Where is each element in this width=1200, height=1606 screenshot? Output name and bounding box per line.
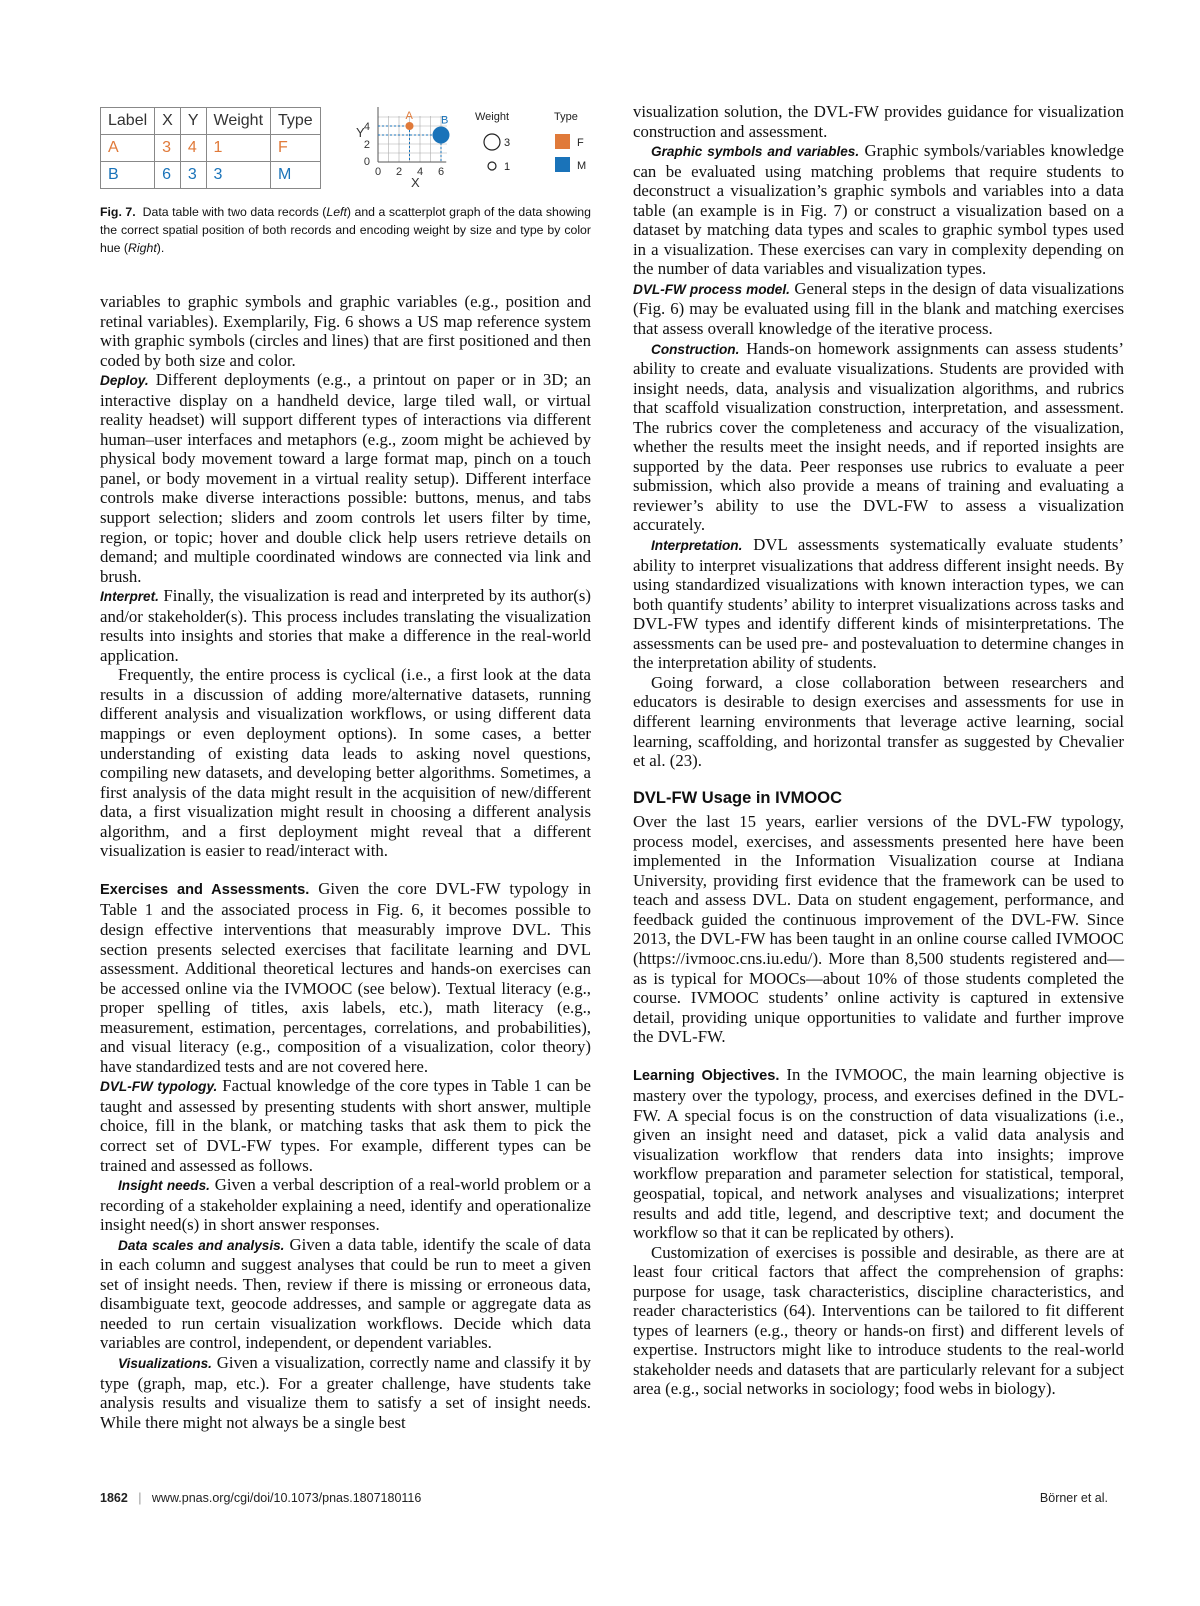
- table-header: Label: [101, 108, 155, 135]
- paragraph-text: Graphic symbols/variables knowledge can be evaluated using matching problems that require students to deconstruct a visualization’s graphic symbols and variables into a data table (an example is in Fig. 7) or construct a visualization based on a dataset by matching data types and scales to graphic symbol types used in a visualization. These exercises can vary in complexity depending on the number of data variables and visualization types.: [633, 141, 1124, 279]
- page-number: 1862: [100, 1491, 128, 1505]
- spacer: [633, 771, 1124, 789]
- paragraph-text: In the IVMOOC, the main learning objective is mastery over the typology, process, and exercises defined in the DVL-FW. A special focus is on the construction of data visualizations (i.e., given an insight need and dataset, pick a valid data analysis and visualization workflow that renders data into insights; improve workflow preparation and parameter selection for statistical, temporal, geospatial, topical, and network analyses and visualizations; interpret results and add title, legend, and descriptive text; and document the workflow so that it can be replicated by others).: [633, 1064, 1124, 1243]
- paragraph: [100, 1235, 591, 1353]
- weight-legend-label: 1: [504, 161, 511, 173]
- table-cell: M: [271, 162, 321, 189]
- data-point-a: [406, 122, 414, 130]
- paragraph-text: DVL assessments systematically evaluate students’ ability to interpret visualizations that address different insight needs. By using standardized visualizations with known interaction types, we can both quantify students’ ability to interpret visualizations across tasks and DVL-FW types and identify different kinds of misinterpretations. The assessments can be used pre- and postevaluation to determine changes in the interpretation ability of students.: [633, 535, 1124, 673]
- run-in-heading: Exercises and Assessments.: [100, 881, 310, 898]
- x-tick-label: 2: [395, 166, 403, 178]
- paragraph: Customization of exercises is possible and desirable, as there are at least four critical factors that affect the comprehension of graphs: purpose for usage, task characteristics, discipline characteristics, and reader characteristics (64). Interventions can be tailored to fit different types of learners (e.g., theory or hands-on first) and different levels of expertise. Instructors might like to introduce students to the real-world stakeholder needs and datasets that are particularly relevant for a subject area (e.g., social networks in sociology; food webs in biology).: [633, 1242, 1124, 1399]
- caption-label: Fig. 7.: [100, 205, 136, 219]
- paragraph: [633, 535, 1124, 673]
- table-cell: 3: [155, 135, 181, 162]
- run-in-heading: Interpret.: [100, 589, 159, 605]
- paragraph: [633, 1065, 1124, 1243]
- caption-text: Left: [326, 205, 347, 219]
- paragraph: [100, 586, 591, 665]
- caption-text: Right: [128, 241, 157, 255]
- left-column: [100, 292, 591, 1432]
- paragraph: Frequently, the entire process is cyclical (i.e., a first look at the data results in a discussion of adding more/alternative datasets, running different analysis and visualization workflows, or using different data mappings or even deployment options). In some cases, a better understanding of existing data leads to asking novel questions, compiling new datasets, and developing better algorithms. Sometimes, a first analysis of the data might result in the acquisition of new/different data, a first visualization might result in choosing a different analysis algorithm, and a first deployment might reveal that a different visualization is easier to read/interact with.: [100, 665, 591, 861]
- type-legend-title: Type: [554, 111, 578, 123]
- data-point-b: [433, 127, 450, 144]
- table-cell: A: [101, 135, 155, 162]
- weight-legend-large-circle: [484, 134, 500, 150]
- table-cell: 1: [206, 135, 271, 162]
- paragraph: visualization solution, the DVL-FW provides guidance for visualization construction and assessment.: [633, 102, 1124, 141]
- table-header: X: [155, 108, 181, 135]
- point-a-label: A: [405, 110, 413, 122]
- y-axis-label: Y: [356, 125, 365, 140]
- table-cell: 6: [155, 162, 181, 189]
- paragraph: variables to graphic symbols and graphic variables (e.g., position and retinal variables). Exemplarily, Fig. 6 shows a US map reference system with graphic symbols (circles and lines) that are first positioned and then coded by both size and color.: [100, 292, 591, 370]
- paragraph: [633, 141, 1124, 279]
- spacer: [633, 1047, 1124, 1065]
- paragraph: [633, 279, 1124, 339]
- footer-authors: Börner et al.: [1039, 1491, 1108, 1505]
- footer-separator: |: [138, 1491, 142, 1505]
- run-in-heading: Insight needs.: [118, 1178, 210, 1194]
- caption-text: ).: [156, 241, 165, 255]
- table-header: Weight: [206, 108, 271, 135]
- table-cell: B: [101, 162, 155, 189]
- x-axis-label: X: [411, 175, 420, 190]
- table-row: [101, 162, 321, 189]
- run-in-heading: DVL-FW process model.: [633, 281, 790, 297]
- caption-text: ) and a scatterplot graph of the data showing the correct spatial position of both records and encoding weight by size and type by color hue (: [100, 205, 591, 255]
- run-in-heading: Learning Objectives.: [633, 1067, 780, 1084]
- x-tick-label: 0: [374, 166, 382, 178]
- run-in-heading: Graphic symbols and variables.: [651, 144, 860, 160]
- y-tick-label: 2: [363, 139, 370, 151]
- run-in-heading: Interpretation.: [651, 538, 743, 554]
- paragraph-text: General steps in the design of data visualizations (Fig. 6) may be evaluated using fill in the blank and matching exercises that assess overall knowledge of the iterative process.: [633, 278, 1124, 339]
- paragraph: [633, 339, 1124, 535]
- weight-legend-small-circle: [488, 162, 496, 170]
- caption-text: Data table with two data records (: [142, 205, 327, 219]
- x-tick-label: 6: [437, 166, 445, 178]
- section-heading: DVL-FW Usage in IVMOOC: [633, 788, 843, 807]
- scatterplot: [350, 107, 600, 199]
- table-cell: F: [271, 135, 321, 162]
- table-header: Y: [180, 108, 206, 135]
- paragraph: [100, 370, 591, 586]
- table-header: Type: [271, 108, 321, 135]
- paragraph: Going forward, a close collaboration between researchers and educators is desirable to design exercises and assessments for use in different learning environments that leverage active learning, social learning, scaffolding, and horizontal transfer as suggested by Chevalier et al. (23).: [633, 672, 1124, 771]
- y-tick-label: 4: [363, 121, 370, 133]
- paragraph: Over the last 15 years, earlier versions of the DVL-FW typology, process model, exercises, and assessments presented here have been implemented in the Information Visualization course at Indiana University, providing first evidence that the framework can be used to teach and assess DVL. Data on student engagement, performance, and feedback guided the continuous improvement of the DVL-FW. Since 2013, the DVL-FW has been taught in an online course called IVMOOC (https://ivmooc.cns.iu.edu/). More than 8,500 students registered and—as is typical for MOOCs—about 10% of those students completed the course. IVMOOC students’ online activity is captured in extensive detail, providing unique opportunities to validate and further improve the DVL-FW.: [633, 812, 1124, 1047]
- paragraph-text: Given a visualization, correctly name and classify it by type (graph, map, etc.). For a greater challenge, have students take analysis results and visualize them to satisfy a set of insight needs. While there might not always be a single best: [100, 1352, 591, 1432]
- doi-link[interactable]: www.pnas.org/cgi/doi/10.1073/pnas.1807180116: [151, 1491, 422, 1505]
- right-column: [633, 102, 1124, 1399]
- data-table: [100, 107, 321, 189]
- page-footer: [100, 1491, 1108, 1505]
- type-legend-label: M: [577, 160, 587, 172]
- paragraph-text: Factual knowledge of the core types in Table 1 can be taught and assessed by presenting students with short answer, multiple choice, fill in the blank, or matching tasks that ask them to pick the correct set of DVL-FW types. For example, different types can be trained and assessed as follows.: [100, 1076, 591, 1175]
- paragraph: [100, 1076, 591, 1175]
- run-in-heading: DVL-FW typology.: [100, 1079, 218, 1095]
- table-cell: 4: [180, 135, 206, 162]
- table-cell: 3: [206, 162, 271, 189]
- paragraph-text: Given a verbal description of a real-world problem or a recording of a stakeholder explaining a need, identify and operationalize insight need(s) in short answer responses.: [100, 1175, 591, 1235]
- paragraph-text: Given the core DVL-FW typology in Table 1 and the associated process in Fig. 6, it becomes possible to design effective interventions that measurably improve DVL. This section presents selected exercises that facilitate learning and DVL assessment. Additional theoretical lectures and hands-on exercises can be accessed online via the IVMOOC (see below). Textual literacy (e.g., proper spelling of titles, axis labels, etc.), math literacy (e.g., measurement, estimation, percentages, correlations, and probabilities), and visual literacy (e.g., composition of a visualization, color theory) have standardized tests and are not covered here.: [100, 878, 591, 1076]
- point-b-label: B: [441, 114, 449, 127]
- paragraph: [100, 1175, 591, 1235]
- paragraph-text: Different deployments (e.g., a printout on paper or in 3D; an interactive display on a handheld device, large tiled wall, or virtual reality headset) will support different types of interactions via different human–user interfaces and metaphors (e.g., zoom might be achieved by physical body movement toward a large format map, pinch on a touch panel, or body movement in a virtual reality setup). Different interface controls make diverse interactions possible: buttons, menus, and tabs support selection; sliders and zoom controls let users filter by time, region, or topic; hover and double click help users retrieve details on demand; and multiple coordinated windows are connected via link and brush.: [100, 370, 592, 586]
- y-tick-label: 0: [363, 156, 370, 168]
- table-cell: 3: [180, 162, 206, 189]
- run-in-heading: Data scales and analysis.: [118, 1237, 285, 1253]
- figure-caption: [100, 203, 591, 257]
- paragraph: [100, 1353, 591, 1432]
- table-row: [101, 135, 321, 162]
- type-legend-label: F: [577, 137, 584, 149]
- spacer: [100, 861, 591, 879]
- paragraph-text: Hands-on homework assignments can assess students’ ability to create and evaluate visualizations. Students are provided with insight needs, data, analysis and visualization algorithms, and rubrics that scaffold visualization construction, interpretation, and assessment. The rubrics cover the completeness and accuracy of the visualization, whether the results meet the insight needs, and if reported insights are supported by the data. Peer responses use rubrics to evaluate a peer submission, which also provide a means of training and evaluating a reviewer’s ability to use the DVL-FW to assess a visualization accurately.: [633, 338, 1124, 535]
- paragraph-text: Given a data table, identify the scale of data in each column and suggest analyses that could be run to meet a given set of insight needs. Then, review if there is missing or erroneous data, disambiguate text, geocode addresses, and sample or aggregate data as needed to run certain visualization workflows. Decide which data variables are control, independent, or dependent variables.: [100, 1234, 591, 1353]
- weight-legend-title: Weight: [475, 111, 510, 123]
- run-in-heading: Deploy.: [100, 373, 149, 389]
- run-in-heading: Visualizations.: [118, 1355, 212, 1371]
- table-header-row: [101, 108, 321, 135]
- type-legend-swatch-m: [555, 157, 570, 172]
- paragraph: [100, 879, 591, 1076]
- type-legend-swatch-f: [555, 134, 570, 149]
- x-tick-label: 4: [416, 166, 424, 178]
- paragraph-text: Finally, the visualization is read and interpreted by its author(s) and/or stakeholder(s). This process includes translating the visualization results into insights and stories that make a difference in the real-world application.: [100, 586, 591, 665]
- run-in-heading: Construction.: [651, 341, 740, 357]
- weight-legend-label: 3: [504, 137, 511, 149]
